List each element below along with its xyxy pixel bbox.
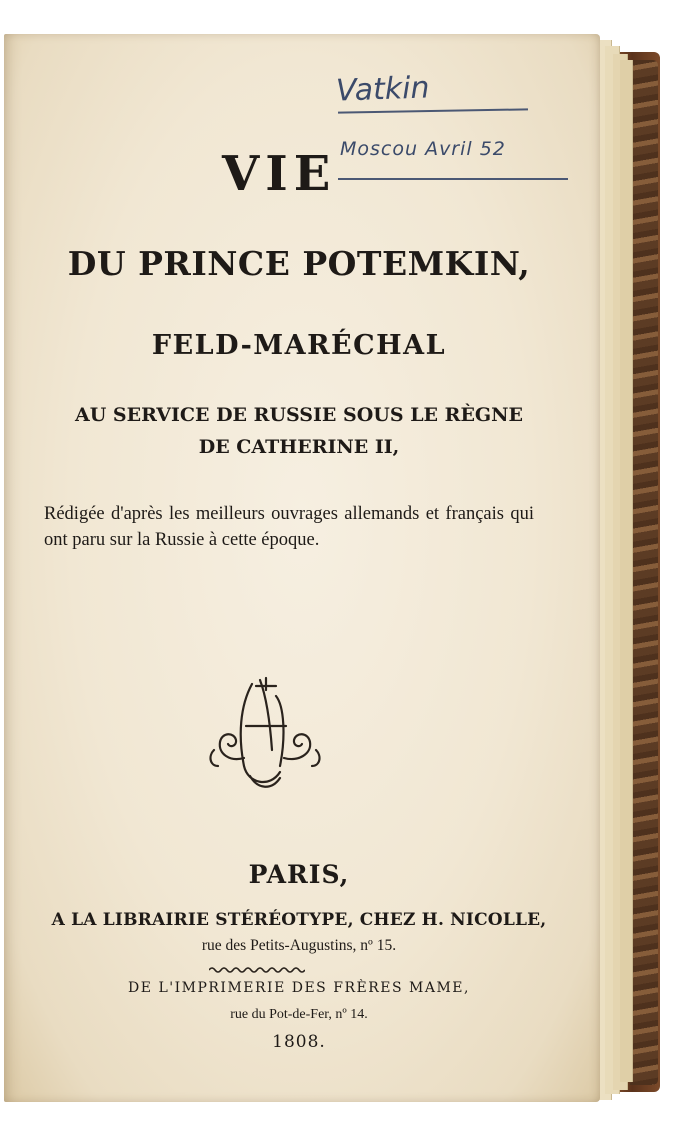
page-edge bbox=[620, 60, 633, 1082]
subtitle-paragraph: Rédigée d'après les meilleurs ouvrages allemands et français qui ont paru sur la Russie à cette époque. bbox=[44, 504, 534, 550]
title-line-4: DE CATHERINE II, bbox=[198, 436, 400, 458]
place-of-publication: PARIS, bbox=[248, 860, 350, 889]
title-line-2: FELD-MARÉCHAL bbox=[151, 330, 447, 361]
printer-address: rue du Pot-de-Fer, nº 14. bbox=[230, 1007, 368, 1022]
printer: DE L'IMPRIMERIE DES FRÈRES MAME, bbox=[128, 980, 470, 996]
title-line-3: AU SERVICE DE RUSSIE SOUS LE RÈGNE bbox=[74, 404, 523, 426]
handwritten-underline bbox=[338, 178, 568, 180]
handwritten-note: Moscou Avril 52 bbox=[340, 138, 506, 160]
publisher: A LA LIBRAIRIE STÉRÉOTYPE, CHEZ H. NICOLLE, bbox=[51, 910, 547, 930]
publisher-address: rue des Petits-Augustins, nº 15. bbox=[201, 937, 397, 954]
title-vie: VIE bbox=[222, 146, 337, 202]
publication-year: 1808. bbox=[272, 1032, 326, 1052]
title-line-1: DU PRINCE POTEMKIN, bbox=[67, 244, 531, 283]
decorative-rule bbox=[209, 966, 305, 974]
handwritten-signature: Vatkin bbox=[335, 70, 431, 109]
title-page bbox=[4, 34, 600, 1102]
ornamental-monogram-icon bbox=[200, 666, 330, 796]
marbled-cover-edge bbox=[630, 60, 658, 1085]
